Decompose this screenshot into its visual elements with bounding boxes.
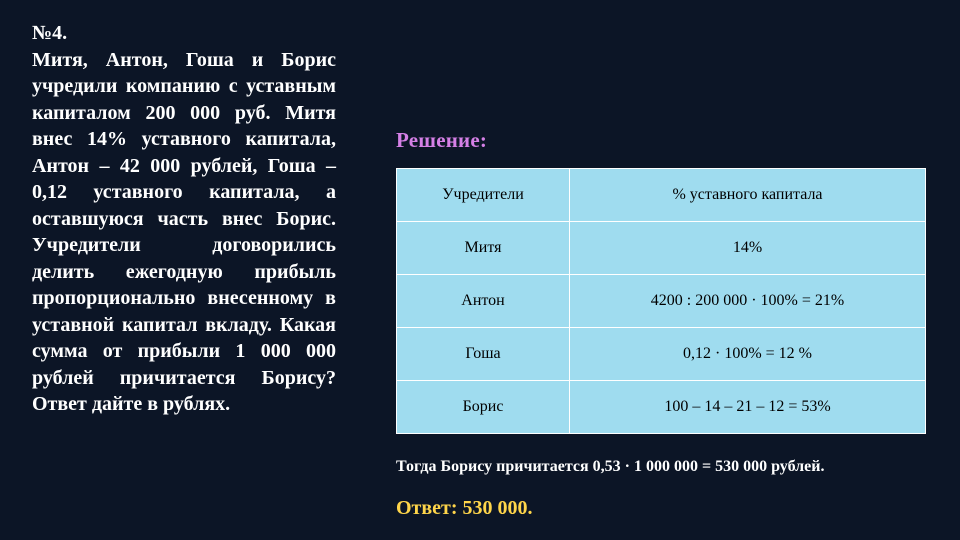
founder-name: Митя: [397, 222, 570, 275]
table-header-row: [397, 169, 926, 222]
founder-share: 0,12 · 100% = 12 %: [570, 328, 926, 381]
header-founders: Учредители: [397, 169, 570, 222]
solution-title: Решение:: [396, 128, 488, 152]
table-row: [397, 275, 926, 328]
calculation-text: Тогда Борису причитается 0,53 · 1 000 000 = 530 000 рублей.: [396, 458, 825, 475]
table-row: [397, 381, 926, 434]
founders-table: [396, 168, 926, 434]
table-row: [397, 328, 926, 381]
answer-text: Ответ: 530 000.: [396, 497, 533, 519]
founder-share: 14%: [570, 222, 926, 275]
founder-share: 100 – 14 – 21 – 12 = 53%: [570, 381, 926, 434]
table-row: [397, 222, 926, 275]
founder-name: Антон: [397, 275, 570, 328]
problem-number: №4.: [32, 22, 68, 44]
founder-share: 4200 : 200 000 · 100% = 21%: [570, 275, 926, 328]
problem-text: Митя, Антон, Гоша и Борис учредили компанию с уставным капиталом 200 000 руб. Митя внес 14% уставного капитала, Антон – 42 000 рублей, Гоша – 0,12 уставного капитала, а оставшуюся часть внес Борис. Учредители договорились делить ежегодную прибыль пропорционально внесенному в уставной капитал вкладу. Какая сумма от прибыли 1 000 000 рублей причитается Борису? Ответ дайте в рублях.: [32, 48, 336, 415]
founder-name: Борис: [397, 381, 570, 434]
header-capital-percent: % уставного капитала: [570, 169, 926, 222]
founder-name: Гоша: [397, 328, 570, 381]
problem-statement: [32, 20, 336, 418]
